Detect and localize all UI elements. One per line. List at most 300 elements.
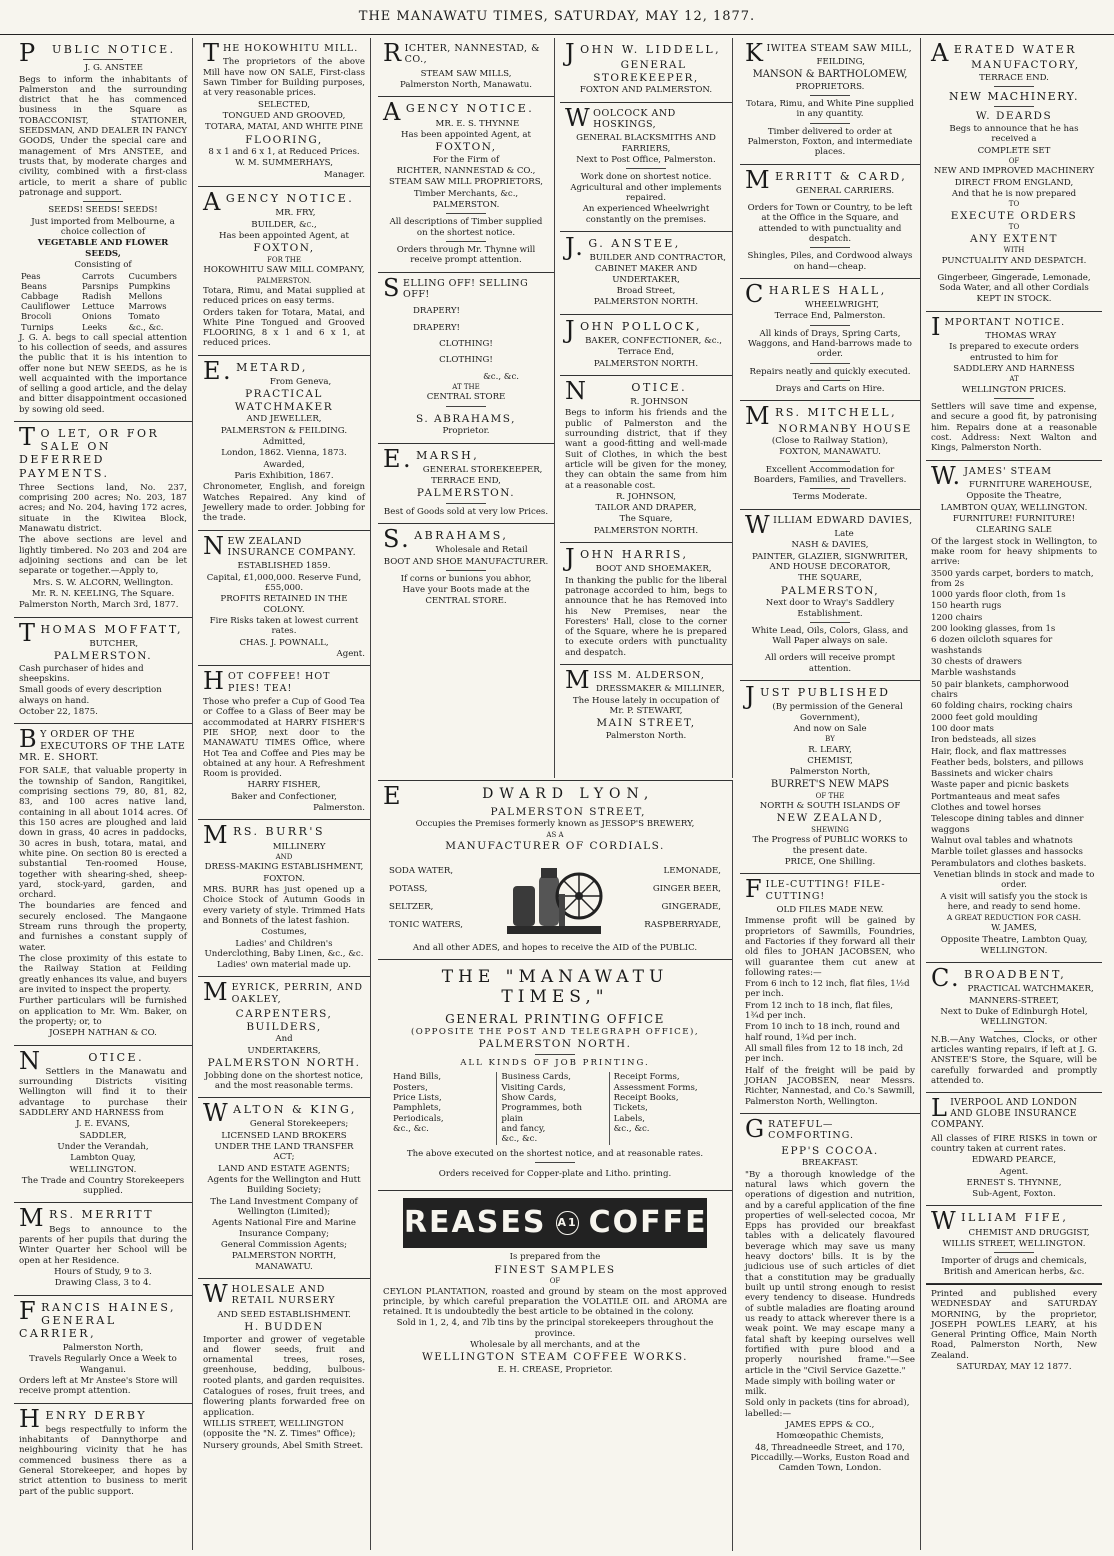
ad-body: MRS. BURR has just opened up a Choice Stock of Autumn Goods in every variety of style. Trimmed Hats and Bonnets of the latest fashion. — [203, 884, 365, 926]
ad-line: AT THE — [452, 382, 480, 391]
ad-place: PALMERSTON, — [780, 584, 880, 597]
ad-place: Opposite Theatre, Lambton Quay, — [940, 934, 1088, 945]
ad-trade: WHEELWRIGHT, — [804, 300, 879, 311]
ad-body: The Progress of PUBLIC WORKS to the present date. — [752, 835, 908, 856]
ad-edward-lyon — [378, 781, 732, 960]
ad-signature: R. JOHNSON, — [615, 491, 677, 502]
ad-trade: BOOT AND SHOE MANUFACTURER. — [383, 556, 549, 567]
ad-address: Nursery grounds, Abel Smith Street. — [203, 1440, 364, 1451]
column-2 — [198, 38, 371, 1550]
ad-line: And that he is now prepared — [951, 188, 1077, 199]
list-item: Hair, flock, and flax mattresses — [931, 746, 1067, 757]
ad-signature: W. JAMES, — [991, 923, 1037, 934]
ad-line: KEPT IN STOCK. — [976, 294, 1052, 305]
ad-title: JUST PUBLISHED — [745, 682, 891, 711]
ad-footer: The Trade and Country Storekeepers supplied. — [21, 1175, 185, 1197]
ad-line: Agents for the Wellington and Hutt Building Society; — [207, 1175, 361, 1196]
cordial-item: SELTZER, — [389, 901, 434, 912]
ad-trade: GENERAL STOREKEEPER, — [593, 59, 699, 84]
ad-line: CLOTHING! — [439, 355, 493, 366]
ad-company: HOKOWHITU SAW MILL COMPANY, — [203, 265, 365, 276]
printing-list — [383, 1069, 727, 1147]
ad-place: PALMERSTON & FEILDING. — [220, 425, 348, 436]
ad-title: FRANCIS HAINES, GENERAL CARRIER, — [19, 1296, 176, 1340]
ad-to-let — [14, 422, 192, 618]
list-item: 1000 yards floor cloth, from 1s — [931, 590, 1066, 601]
ad-line: OF — [549, 1277, 561, 1286]
ad-date: October 22, 1875. — [19, 706, 98, 717]
ad-body: Orders for Town or Country, to be left at the Office in the Square, and attended to with punctuality and despatch. — [747, 203, 913, 245]
ad-body: N.B.—Any Watches, Clocks, or other articles wanting repairs, if left at J. G. ANSTEE'S Store, the Square, will be carefully forwarded and promptly attended to. — [931, 1034, 1097, 1086]
ad-place: Next to Post Office, Palmerston. — [576, 155, 716, 166]
ad-company: NASH & DAVIES, — [791, 540, 869, 551]
ad-place: PALMERSTON NORTH. — [593, 358, 699, 369]
ad-line: MILLINERY — [272, 841, 326, 852]
ad-place: PALMERSTON. — [432, 200, 500, 211]
printing-list-col: Business Cards, Visiting Cards, Show Cards, Programmes, both plain and fancy, &c., &c. — [496, 1072, 609, 1144]
ad-name: THOMAS WRAY — [985, 331, 1057, 342]
ad-line: OF — [1008, 156, 1020, 165]
ad-walton-king — [198, 1098, 370, 1279]
ad-woolcock — [560, 103, 732, 232]
ad-line: WITH — [1003, 246, 1025, 255]
ad-line: If corns or bunions you abhor, — [400, 574, 532, 585]
ad-role: Sub-Agent, Foxton. — [972, 1189, 1056, 1200]
ad-title: NOTICE. — [19, 1046, 145, 1075]
ad-aerated-water — [926, 38, 1102, 312]
ad-body: All orders will receive prompt attention. — [764, 653, 896, 674]
ad-body: Begs to announce that he has received a — [949, 123, 1079, 145]
cordial-item: SODA WATER, — [389, 865, 454, 876]
ad-title: MRS. MERRITT — [19, 1204, 155, 1233]
imprint-date: SATURDAY, MAY 12 1877. — [956, 1362, 1072, 1373]
ad-body: Is prepared to execute orders entrusted to him for — [949, 342, 1079, 363]
ad-nz-insurance — [198, 531, 370, 667]
ad-address: WILLIS STREET, WELLINGTON (opposite the "N. Z. Times" Office); — [203, 1419, 356, 1440]
ad-line: FOR THE — [267, 255, 301, 264]
ad-title: THE HOKOWHITU MILL. — [203, 39, 359, 67]
ad-place: PALMERSTON. — [256, 276, 312, 285]
ad-place: MAIN STREET, — [596, 717, 696, 730]
crease-coffee-logo — [379, 1198, 731, 1248]
ad-line: Have your Boots made at the CENTRAL STORE. — [402, 585, 530, 606]
ad-line: LAND AND ESTATE AGENTS; — [218, 1163, 350, 1174]
ad-broadbent — [926, 963, 1102, 1093]
ad-trade: UNDERTAKERS, — [247, 1045, 321, 1056]
ad-title: PUBLIC NOTICE. — [19, 39, 176, 67]
ad-place: PALMERSTON NORTH. — [207, 1057, 361, 1070]
ad-name: S. ABRAHAMS, — [416, 412, 516, 425]
imprint-text: Printed and published every WEDNESDAY and SATURDAY MORNING, by the proprietor, JOSEPH POWLES LEARY, at his General Printing Office, Main North Road, Palmerston North, New Zealand. — [931, 1288, 1097, 1361]
ad-body: Importer and grower of vegetable and flower seeds, fruit and ornamental trees, roses, greenhouse, bedding, bulbous-rooted plants, and garden requisites. — [203, 1334, 365, 1386]
ad-burr — [198, 820, 370, 977]
ad-line: ALL KINDS OF JOB PRINTING. — [460, 1058, 650, 1069]
ad-meyrick — [198, 977, 370, 1098]
ad-place: PALMERSTON. — [416, 487, 516, 500]
ad-line: CLEARING SALE — [976, 525, 1052, 536]
ad-place: Palmerston. — [313, 803, 365, 814]
ad-line: Ladies' and Children's Underclothing, Baby Linen, &c., &c. — [204, 938, 364, 959]
ad-body: White Lead, Oils, Colors, Glass, and Wall Paper always on sale. — [751, 625, 909, 647]
ad-body: Further particulars will be furnished on application to Mr. Wm. Baker, on the property; or, to — [19, 996, 187, 1027]
ad-merritt — [14, 1203, 192, 1295]
ad-line: FURNITURE! FURNITURE! — [952, 513, 1076, 524]
ad-line: For the Firm of — [432, 154, 500, 165]
ad-title: AERATED WATER — [931, 39, 1077, 67]
ad-body: All kinds of Drays, Spring Carts, Waggons, and Hand-barrows made to order. — [748, 328, 912, 360]
list-item: Iron bedsteads, all sizes — [931, 735, 1037, 746]
ad-line: Costumes, — [261, 927, 307, 938]
ad-public-notice — [14, 38, 192, 422]
ad-trade: PRACTICAL WATCHMAKER — [234, 388, 334, 413]
seeds-heading: VEGETABLE AND FLOWER SEEDS, — [37, 238, 169, 259]
ad-body: Totara, Rimu, and Matai supplied at reduced prices on easy terms. — [203, 285, 365, 307]
ad-body: Begs to inform his friends and the public of Palmerston and the surrounding district, that if they want a good-fitting and well-made Suit of Clothes, in which the best article will be given for the money, they can obtain the same from him at a reasonable cost. — [565, 408, 727, 491]
ad-title: THE "MANAWATU TIMES," — [441, 967, 669, 1008]
ad-body: The above executed on the shortest notice, and at reasonable rates. — [406, 1148, 704, 1159]
ad-signature: W. M. SUMMERHAYS, — [235, 158, 333, 169]
ad-trade: CHEMIST, — [807, 755, 853, 766]
ad-place: FEILDING, — [816, 57, 865, 68]
ad-line: The Land Investment Company of Wellington (Limited); — [210, 1196, 358, 1217]
ad-derby — [14, 1404, 192, 1503]
ad-body: Best of Goods sold at very low Prices. — [383, 506, 549, 517]
ad-trade: GENERAL BLACKSMITHS AND FARRIERS, — [576, 133, 716, 154]
ad-body: Small goods of every description always on hand. — [19, 685, 162, 706]
ad-line: WELLINGTON PRICES. — [961, 384, 1067, 395]
ad-body: Settlers will save time and expense, and secure a good fit, by patronising him. Repairs done at a reasonable cost. Address: Next Walton and Kings, Palmerston North. — [931, 402, 1097, 454]
ad-title: WILLIAM EDWARD DAVIES, — [745, 510, 913, 539]
ad-place: WELLINGTON. — [980, 945, 1048, 956]
ad-hours: Drawing Class, 3 to 4. — [54, 1278, 152, 1289]
ad-line: TO — [1008, 200, 1020, 209]
ad-liverpool-insurance — [926, 1093, 1102, 1206]
ad-name: R. LEARY, — [808, 744, 852, 755]
ad-role: Manager. — [323, 169, 365, 180]
ad-company: RICHTER, NANNESTAD & CO., — [396, 166, 536, 177]
ad-body: Importer of drugs and chemicals, British and American herbs, &c. — [941, 1256, 1087, 1277]
ad-title: SELLING OFF! SELLING OFF! — [383, 273, 529, 302]
ad-body: "By a thorough knowledge of the natural laws which govern the operations of digestion and nutrition, and by a careful application of the fine properties of well-selected cocoa, Mr Epps has provided our breakfast tables with a delicately flavoured beverage which may save us many heavy doctors' bills. It is by the judicious use of such articles of diet that a constitution may be gradually built up until strong enough to resist every tendency to disease. Hundreds of subtle maladies are floating around us ready to attack wherever there is a weak point. We may escape many a fatal shaft by keeping ourselves well fortified with pure blood and a properly nourished frame."—See article in the "Civil Service Gazette." — [745, 1169, 915, 1376]
ad-line: BY — [825, 735, 835, 744]
ad-marsh — [378, 444, 554, 525]
ad-title: C.BROADBENT, — [931, 964, 1067, 993]
ad-w-james — [926, 461, 1102, 964]
ad-line: NORMANBY HOUSE — [778, 422, 912, 435]
ad-closing: J. G. A. begs to call special attention to his collection of seeds, and assures the public that it is his intention to offer none but NEW SEEDS, as he is well acquainted with the importance of selling a good article, and the delay and bitter disappointment occasioned by sowing old seed. — [19, 332, 187, 415]
ad-signature: ERNEST S. THYNNE, — [966, 1177, 1062, 1188]
ad-line: SADDLERY AND HARNESS — [953, 364, 1075, 375]
ad-haines — [14, 1296, 192, 1404]
ad-title: J.G. ANSTEE, — [565, 232, 681, 261]
ad-line: CLOTHING! — [439, 339, 493, 350]
ad-line: Late — [834, 529, 854, 540]
ad-place: PALMERSTON NORTH. — [478, 1038, 632, 1051]
ad-trade: And — [275, 1034, 293, 1045]
ad-line: UNDER THE LAND TRANSFER ACT; — [214, 1142, 354, 1163]
printing-list-col: Receipt Forms, Assessment Forms, Receipt Books, Tickets, Labels, &c., &c. — [613, 1072, 698, 1134]
ad-title: MISS M. ALDERSON, — [565, 666, 705, 695]
ad-title: AGENCY NOTICE. — [383, 98, 535, 127]
ad-printing-office — [378, 960, 732, 1191]
ad-signature: EDWARD PEARCE, — [971, 1155, 1057, 1166]
ad-body: Begs to inform the inhabitants of Palmerston and the surrounding district that he has commenced business in the Square as TOBACCONIST, STATIONER, SEEDSMAN, AND DEALER IN FANCY GOODS, Under the special care and management of Mrs ANSTEE, and trusts that, by moderate charges and civility, combined with a first-class article, to merit a share of public patronage and support. — [19, 74, 187, 198]
ad-line: BREAKFAST. — [801, 1158, 859, 1169]
ad-line: NEW MACHINERY. — [949, 90, 1079, 104]
list-item: Marble washstands — [931, 668, 1016, 679]
seeds-consisting: Consisting of — [74, 259, 132, 270]
ad-liddell — [560, 38, 732, 103]
masthead: THE MANAWATU TIMES, SATURDAY, MAY 12, 1877. — [0, 0, 1114, 35]
ad-place: Terrace End, — [617, 347, 675, 358]
ad-signature: E. H. CREASE, Proprietor. — [497, 1364, 613, 1375]
ad-rate: From 12 inch to 18 inch, flat files, 1¾d per inch. — [745, 1000, 894, 1022]
ad-body: Occupies the Premises formerly known as JESSOP'S BREWERY, — [415, 819, 695, 830]
ad-title: W.JAMES' STEAM — [931, 461, 1052, 490]
ad-line: &c., &c. — [483, 371, 519, 382]
ad-signature: CHAS. J. POWNALL, — [239, 637, 329, 648]
ad-body: begs respectfully to inform the inhabitants of Dannythorpe and neighbouring vicinity that he has commenced business there as a General Storekeeper, and hopes by strict attention to business to merit part of the public support. — [19, 1424, 187, 1497]
ad-line: STEAM SAW MILLS, — [420, 68, 512, 79]
cordial-item: GINGERADE, — [661, 901, 721, 912]
ad-place: PALMERSTON. — [53, 650, 153, 663]
ad-body: The above sections are level and lightly timbered. No 203 and 204 are adjoining sections and can be let separate or together.—Apply to, — [19, 535, 187, 577]
ad-trade: BAKER, CONFECTIONER, &c., — [585, 335, 723, 346]
column-4 — [560, 38, 733, 778]
ad-agency-thynne — [378, 97, 554, 272]
ad-line: PALMERSTON NORTH, MANAWATU. — [231, 1251, 337, 1272]
ad-trade: GENERAL STOREKEEPER, — [422, 464, 543, 475]
ad-place: WELLINGTON STEAM COFFEE WORKS. — [422, 1351, 688, 1364]
ad-body: All classes of FIRE RISKS in town or country taken at current rates. — [931, 1133, 1097, 1154]
ad-place: Opposite the Theatre, — [966, 491, 1062, 502]
ad-just-published — [740, 681, 920, 874]
ad-title: NEW ZEALAND INSURANCE COMPANY. — [203, 531, 357, 560]
ad-line: AT — [1009, 375, 1019, 384]
wide-advert-block — [378, 780, 733, 1551]
ad-body: Next door to Wray's Saddlery Establishment. — [765, 598, 895, 619]
ad-subtitle: GENERAL PRINTING OFFICE — [445, 1011, 665, 1026]
ad-agent: Mr. R. N. KEELING, The Square. — [31, 588, 175, 599]
ad-body: The close proximity of this estate to the Railway Station at Feilding greatly enhances its value, and buyers are invited to inspect the property. — [19, 954, 188, 995]
ad-place: The Square, — [619, 514, 673, 525]
ad-title: HOT COFFEE! HOT PIES! TEA! — [203, 667, 331, 696]
list-item: 6 dozen oilcloth squares for washstands — [931, 635, 1053, 656]
ad-title: RICHTER, NANNESTAD, & CO., — [383, 39, 541, 67]
ad-line: General Commission Agents; — [220, 1239, 348, 1250]
ad-anstee-builder — [560, 232, 732, 315]
ad-subtitle: OLD FILES MADE NEW. — [776, 904, 884, 915]
logo-word: COFFEE — [588, 1205, 731, 1241]
list-item: Bassinets and wicker chairs — [931, 769, 1053, 780]
seeds-body: Just imported from Melbourne, a choice collection of — [31, 216, 175, 237]
ad-place: FOXTON, — [435, 141, 497, 154]
ad-kiwitea — [740, 38, 920, 165]
ad-alderson — [560, 665, 732, 747]
ad-hokowhitu — [198, 38, 370, 187]
imprint — [926, 1284, 1102, 1379]
ad-hours: Hours of Study, 9 to 3. — [54, 1266, 152, 1277]
ad-title: LIVERPOOL AND LONDON AND GLOBE INSURANCE COMPANY. — [931, 1094, 1078, 1130]
ad-line: DRAPERY! — [413, 306, 460, 317]
ad-line: AND SEED ESTABLISHMENT. — [217, 1309, 351, 1320]
ad-rate: From 10 inch to 18 inch, round and half round, 1¾d per inch. — [745, 1022, 901, 1043]
ad-line: Admitted, — [262, 437, 306, 448]
ad-body: Of the largest stock in Wellington, to make room for heavy shipments to arrive: — [931, 536, 1097, 568]
ad-line: Awarded, — [263, 459, 305, 470]
ad-line: NEW ZEALAND, — [776, 812, 884, 825]
ad-body: Sold only in packets (tins for abroad), labelled:— — [745, 1398, 910, 1419]
ad-place: PALMERSTON NORTH. — [593, 297, 699, 308]
ad-place: WILLIS STREET, WELLINGTON. — [942, 1238, 1086, 1249]
ad-place: WELLINGTON. — [69, 1164, 137, 1175]
ad-body: The proprietors of the above Mill have now ON SALE, First-class Sawn Timber for Building purposes, at very reasonable prices. — [203, 57, 365, 99]
seeds-title: SEEDS! SEEDS! SEEDS! — [48, 205, 158, 216]
ad-line: London, 1862. Vienna, 1873. — [221, 448, 347, 459]
ad-trade: TAILOR AND DRAPER, — [595, 503, 697, 514]
cordial-item: RASPBERRYADE, — [644, 919, 721, 930]
list-item: 100 door mats — [931, 723, 994, 734]
seed-row: Cabbage Radish Mellons — [21, 291, 163, 302]
ad-title: JOHN HARRIS, — [565, 544, 689, 573]
list-item: Walnut oval tables and whatnots — [931, 836, 1073, 847]
ad-body: Orders received for Copper-plate and Litho. printing. — [438, 1168, 672, 1179]
ad-place: Next to Duke of Edinburgh Hotel, WELLINGTON. — [940, 1006, 1088, 1028]
ad-moffatt — [14, 618, 192, 725]
ad-company: MANSON & BARTHOLOMEW, — [752, 68, 908, 80]
ad-body: Has been appointed Agent, at — [219, 230, 349, 241]
ad-place: FOXTON AND PALMERSTON. — [579, 85, 713, 96]
ad-place: FOXTON, — [253, 242, 315, 255]
list-item: Waste paper and picnic baskets — [931, 780, 1069, 791]
ad-title: IMPORTANT NOTICE. — [931, 312, 1066, 341]
ad-role: Agent. — [336, 648, 365, 659]
logo-word: CREASES — [379, 1205, 547, 1241]
ad-title: EDWARD LYON, — [383, 782, 655, 810]
ad-trade: MANUFACTURER OF CORDIALS. — [445, 840, 665, 853]
list-item: 200 looking glasses, from 1s — [931, 624, 1056, 635]
ad-body: All descriptions of Timber supplied on the shortest notice. — [389, 217, 543, 238]
cordial-item: TONIC WATERS, — [389, 919, 463, 930]
ad-mitchell — [740, 401, 920, 509]
ad-address: 48, Threadneedle Street, and 170, Piccadilly.—Works, Euston Road and Camden Town, London. — [750, 1442, 910, 1474]
list-item: 60 folding chairs, rocking chairs — [931, 701, 1073, 712]
ad-title: MRS. MITCHELL, — [745, 402, 898, 431]
ad-harris — [560, 543, 732, 665]
list-item: Perambulators and clothes baskets. — [931, 858, 1087, 869]
ad-notice-johnson — [560, 376, 732, 543]
ad-body: Made simply with boiling water or milk. — [745, 1376, 896, 1398]
ad-body: The House lately in occupation of Mr. P. STEWART, — [572, 695, 720, 717]
ad-body: Those who prefer a Cup of Good Tea or Coffee to a Glass of Beer may be accommodated at HARRY FISHER'S PIE SHOP, next door to the MANAWATU TIMES Office, where Hot Tea and Coffee and Pies may be obtained at any hour. A Refreshment Room is provided. — [203, 696, 365, 780]
ad-place: LAMBTON QUAY, WELLINGTON. — [940, 502, 1088, 513]
ad-line: ANY EXTENT — [969, 232, 1059, 245]
column-1 — [14, 38, 193, 1550]
ad-line: (Close to Railway Station), — [771, 436, 889, 447]
list-item: Marble toilet glasses and hassocks — [931, 847, 1083, 858]
seed-row: Turnips Leeks &c., &c. — [21, 321, 164, 332]
ad-price: PRICE, One Shilling. — [784, 856, 876, 867]
ad-crease-coffee — [378, 1191, 732, 1381]
ad-line: Is prepared from the — [509, 1252, 601, 1263]
ad-trade: CHEMIST AND DRUGGIST, — [968, 1227, 1090, 1238]
ad-place: Lambton Quay, — [70, 1153, 136, 1164]
ad-line: SELECTED, — [257, 99, 311, 110]
list-item: 150 hearth rugs — [931, 601, 1002, 612]
ad-notice-evans — [14, 1046, 192, 1204]
list-item: 30 chests of drawers — [931, 657, 1022, 668]
ad-place: Palmerston North, — [789, 767, 871, 778]
ad-rate: All small files from 12 to 18 inch, 2d per inch. — [745, 1044, 904, 1065]
ad-place: FOXTON, MANAWATU. — [779, 447, 881, 458]
list-item: 3500 yards carpet, borders to match, from 2s — [931, 568, 1094, 589]
cordial-item: GINGER BEER, — [652, 883, 721, 894]
ad-signature: JOSEPH NATHAN & CO. — [49, 1028, 157, 1039]
ad-executors — [14, 724, 192, 1045]
ad-body: Repairs neatly and quickly executed. — [749, 366, 911, 377]
ad-body: Drays and Carts on Hire. — [775, 384, 885, 395]
list-item: Feather beds, bolsters, and pillows — [931, 757, 1084, 768]
ad-body: CEYLON PLANTATION, roasted and ground by steam on the most approved principle, by which careful preparation the VOLATILE OIL and AROMA are retained. It is undoubtedly the best article to be obtained in the colony. — [383, 1286, 727, 1318]
cordial-list — [383, 854, 727, 942]
ad-signature: JAMES EPPS & CO., — [785, 1420, 875, 1431]
ad-title: WALTON & KING, — [203, 1099, 357, 1128]
ad-name: J. E. EVANS, — [76, 1119, 130, 1130]
ad-metard — [198, 356, 370, 531]
ad-line: COMPLETE SET — [977, 145, 1051, 156]
ad-line: TOTARA, MATAI, AND WHITE PINE — [204, 122, 364, 133]
list-item: 50 pair blankets, camphorwood chairs — [931, 679, 1070, 700]
ad-epps-cocoa — [740, 1114, 920, 1480]
list-item: Clothes and towel horses — [931, 803, 1041, 814]
ad-line: Ladies' own material made up. — [216, 960, 352, 971]
seed-row: Cauliflower Lettuce Marrows — [21, 301, 167, 312]
ad-role: PROPRIETORS. — [795, 81, 865, 92]
ad-trade: PRACTICAL WATCHMAKER, — [967, 984, 1094, 995]
ad-place: PALMERSTON STREET, — [490, 805, 647, 818]
ad-body: Terms Moderate. — [792, 492, 868, 503]
ad-body: Sold in 1, 2, 4, and 7lb tins by the principal storekeepers throughout the province. — [396, 1318, 714, 1339]
ad-body: Totara, Rimu, and White Pine supplied in any quantity. — [745, 99, 915, 120]
ad-line: (By permission of the General Government), — [772, 702, 903, 723]
ad-body: Chronometer, English, and foreign Watches Repaired. Any kind of Jewellery made to order. Jobbing for the trade. — [203, 482, 365, 524]
ad-body: The boundaries are fenced and securely enclosed. The Mangaone Stream runs through the property, and furnishes a constant supply of water. — [19, 901, 187, 953]
ad-davies — [740, 510, 920, 681]
ad-body: Begs to announce to the parents of her pupils that during the Winter Quarter her School will be open at her Residence. — [19, 1224, 187, 1266]
ad-role: Proprietor. — [442, 426, 490, 437]
ad-line: FINEST SAMPLES — [494, 1263, 616, 1276]
ad-name: MR. FRY, — [275, 208, 316, 219]
ad-title: HENRY DERBY — [19, 1404, 148, 1433]
ad-title: JOHN W. LIDDELL, — [565, 39, 722, 67]
ad-title: CHARLES HALL, — [745, 279, 887, 308]
ad-title: FILE-CUTTING! FILE-CUTTING! — [745, 875, 886, 904]
ad-selling-off — [378, 273, 554, 444]
ad-title: MERRITT & CARD, — [745, 165, 908, 194]
ad-body: An experienced Wheelwright constantly on the premises. — [582, 204, 710, 225]
ad-trade: Wholesale and Retail — [435, 545, 528, 556]
ad-line: Paris Exhibition, 1867. — [234, 471, 334, 482]
furniture-list — [931, 569, 1097, 869]
ad-charles-hall — [740, 279, 920, 401]
ad-place: Palmerston North. — [605, 731, 687, 742]
ad-line: LICENSED LAND BROKERS — [221, 1130, 347, 1141]
cordial-item: LEMONADE, — [663, 865, 721, 876]
ad-abrahams — [378, 524, 554, 612]
ad-trade: AND JEWELLER, — [246, 414, 322, 425]
printing-list-col: Hand Bills, Posters, Price Lists, Pamphlets, Periodicals, &c., &c. — [393, 1072, 444, 1134]
ad-trade: BOOT AND SHOEMAKER, — [595, 564, 712, 575]
